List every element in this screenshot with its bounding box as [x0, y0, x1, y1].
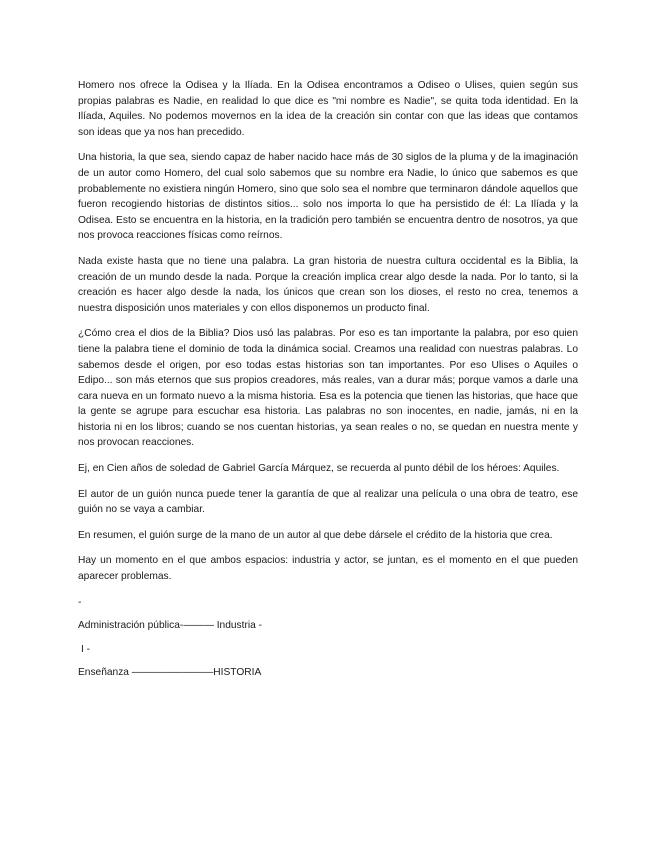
- paragraph-7: En resumen, el guión surge de la mano de un autor al que debe dársele el crédito de la historia que crea.: [78, 529, 553, 541]
- diagram-line-separator: I -: [81, 643, 91, 655]
- paragraph-2: Una historia, la que sea, siendo capaz de haber nacido hace más de 30 siglos de la pluma y de la imaginación de un autor como Homero, del cual solo sabemos que su nombre era Nadie, lo único que sabemos es que probablemente no existiera ningún Homero, sino que solo sea el nombre que terminaron dándole aquellos que fueron recogiendo historias de distintos sitios... solo nos importa lo que ha persistido de él: La Ilíada y la Odisea. Esto se encuentra en la historia, en la tradición pero también se encuentra dentro de nosotros, ya que nos provoca reacciones físicas como reírnos.: [78, 152, 578, 242]
- paragraph-5: Ej, en Cien años de soledad de Gabriel García Márquez, se recuerda al punto débil de los héroes: Aquiles.: [78, 463, 560, 475]
- paragraph-6: El autor de un guión nunca puede tener la garantía de que al realizar una película o una obra de teatro, ese guión no se vaya a cambiar.: [78, 488, 578, 516]
- paragraph-1: Homero nos ofrece la Odisea y la Ilíada. En la Odisea encontramos a Odiseo o Ulises, quien según sus propias palabras es Nadie, en realidad lo que dice es "mi nombre es Nadie", se quita toda identidad. En la Ilíada, Aquiles. No podemos movernos en la idea de la creación sin contar con que las ideas que contamos son ideas que ya nos han precedido.: [78, 80, 578, 138]
- diagram-line-administracion: Administración pública-——— Industria -: [78, 620, 263, 632]
- paragraph-8: Hay un momento en el que ambos espacios: industria y actor, se juntan, es el momento en el que pueden aparecer problemas.: [78, 555, 578, 583]
- diagram-line-dash: -: [78, 596, 82, 608]
- paragraph-3: Nada existe hasta que no tiene una palabra. La gran historia de nuestra cultura occidental es la Biblia, la creación de un mundo desde la nada. Porque la creación implica crear algo desde la nada. Por lo tanto, si la creación es hacer algo desde la nada, los únicos que crean son los dioses, el resto no crea, tenemos a nuestra disposición unos materiales y con ellos disponemos un producto final.: [78, 255, 578, 314]
- document-page: [78, 78, 578, 689]
- paragraph-4: ¿Cómo crea el dios de la Biblia? Dios usó las palabras. Por eso es tan importante la palabra, por eso quien tiene la palabra tiene el dominio de toda la dinámica social. Creamos una realidad con nuestras palabras. Lo sabemos desde el origen, por eso todas estas historias son tan importantes. Por eso Ulises o Aquiles o Edipo... son más eternos que sus propios creadores, más reales, van a durar más; porque vamos a darle una cara nueva en un formato nuevo a la misma historia. Esa es la potencia que tienen las historias, que hace que la gente se agrupe para escuchar esa historia. Las palabras no son inocentes, en nadie, jamás, ni en la historia ni en los libros; cuando se nos cuentan historias, ya sean reales o no, se quedan en nuestra mente y nos provocan reacciones.: [78, 328, 578, 449]
- diagram-line-ensenanza: Enseñanza ————————HISTORIA: [78, 667, 262, 679]
